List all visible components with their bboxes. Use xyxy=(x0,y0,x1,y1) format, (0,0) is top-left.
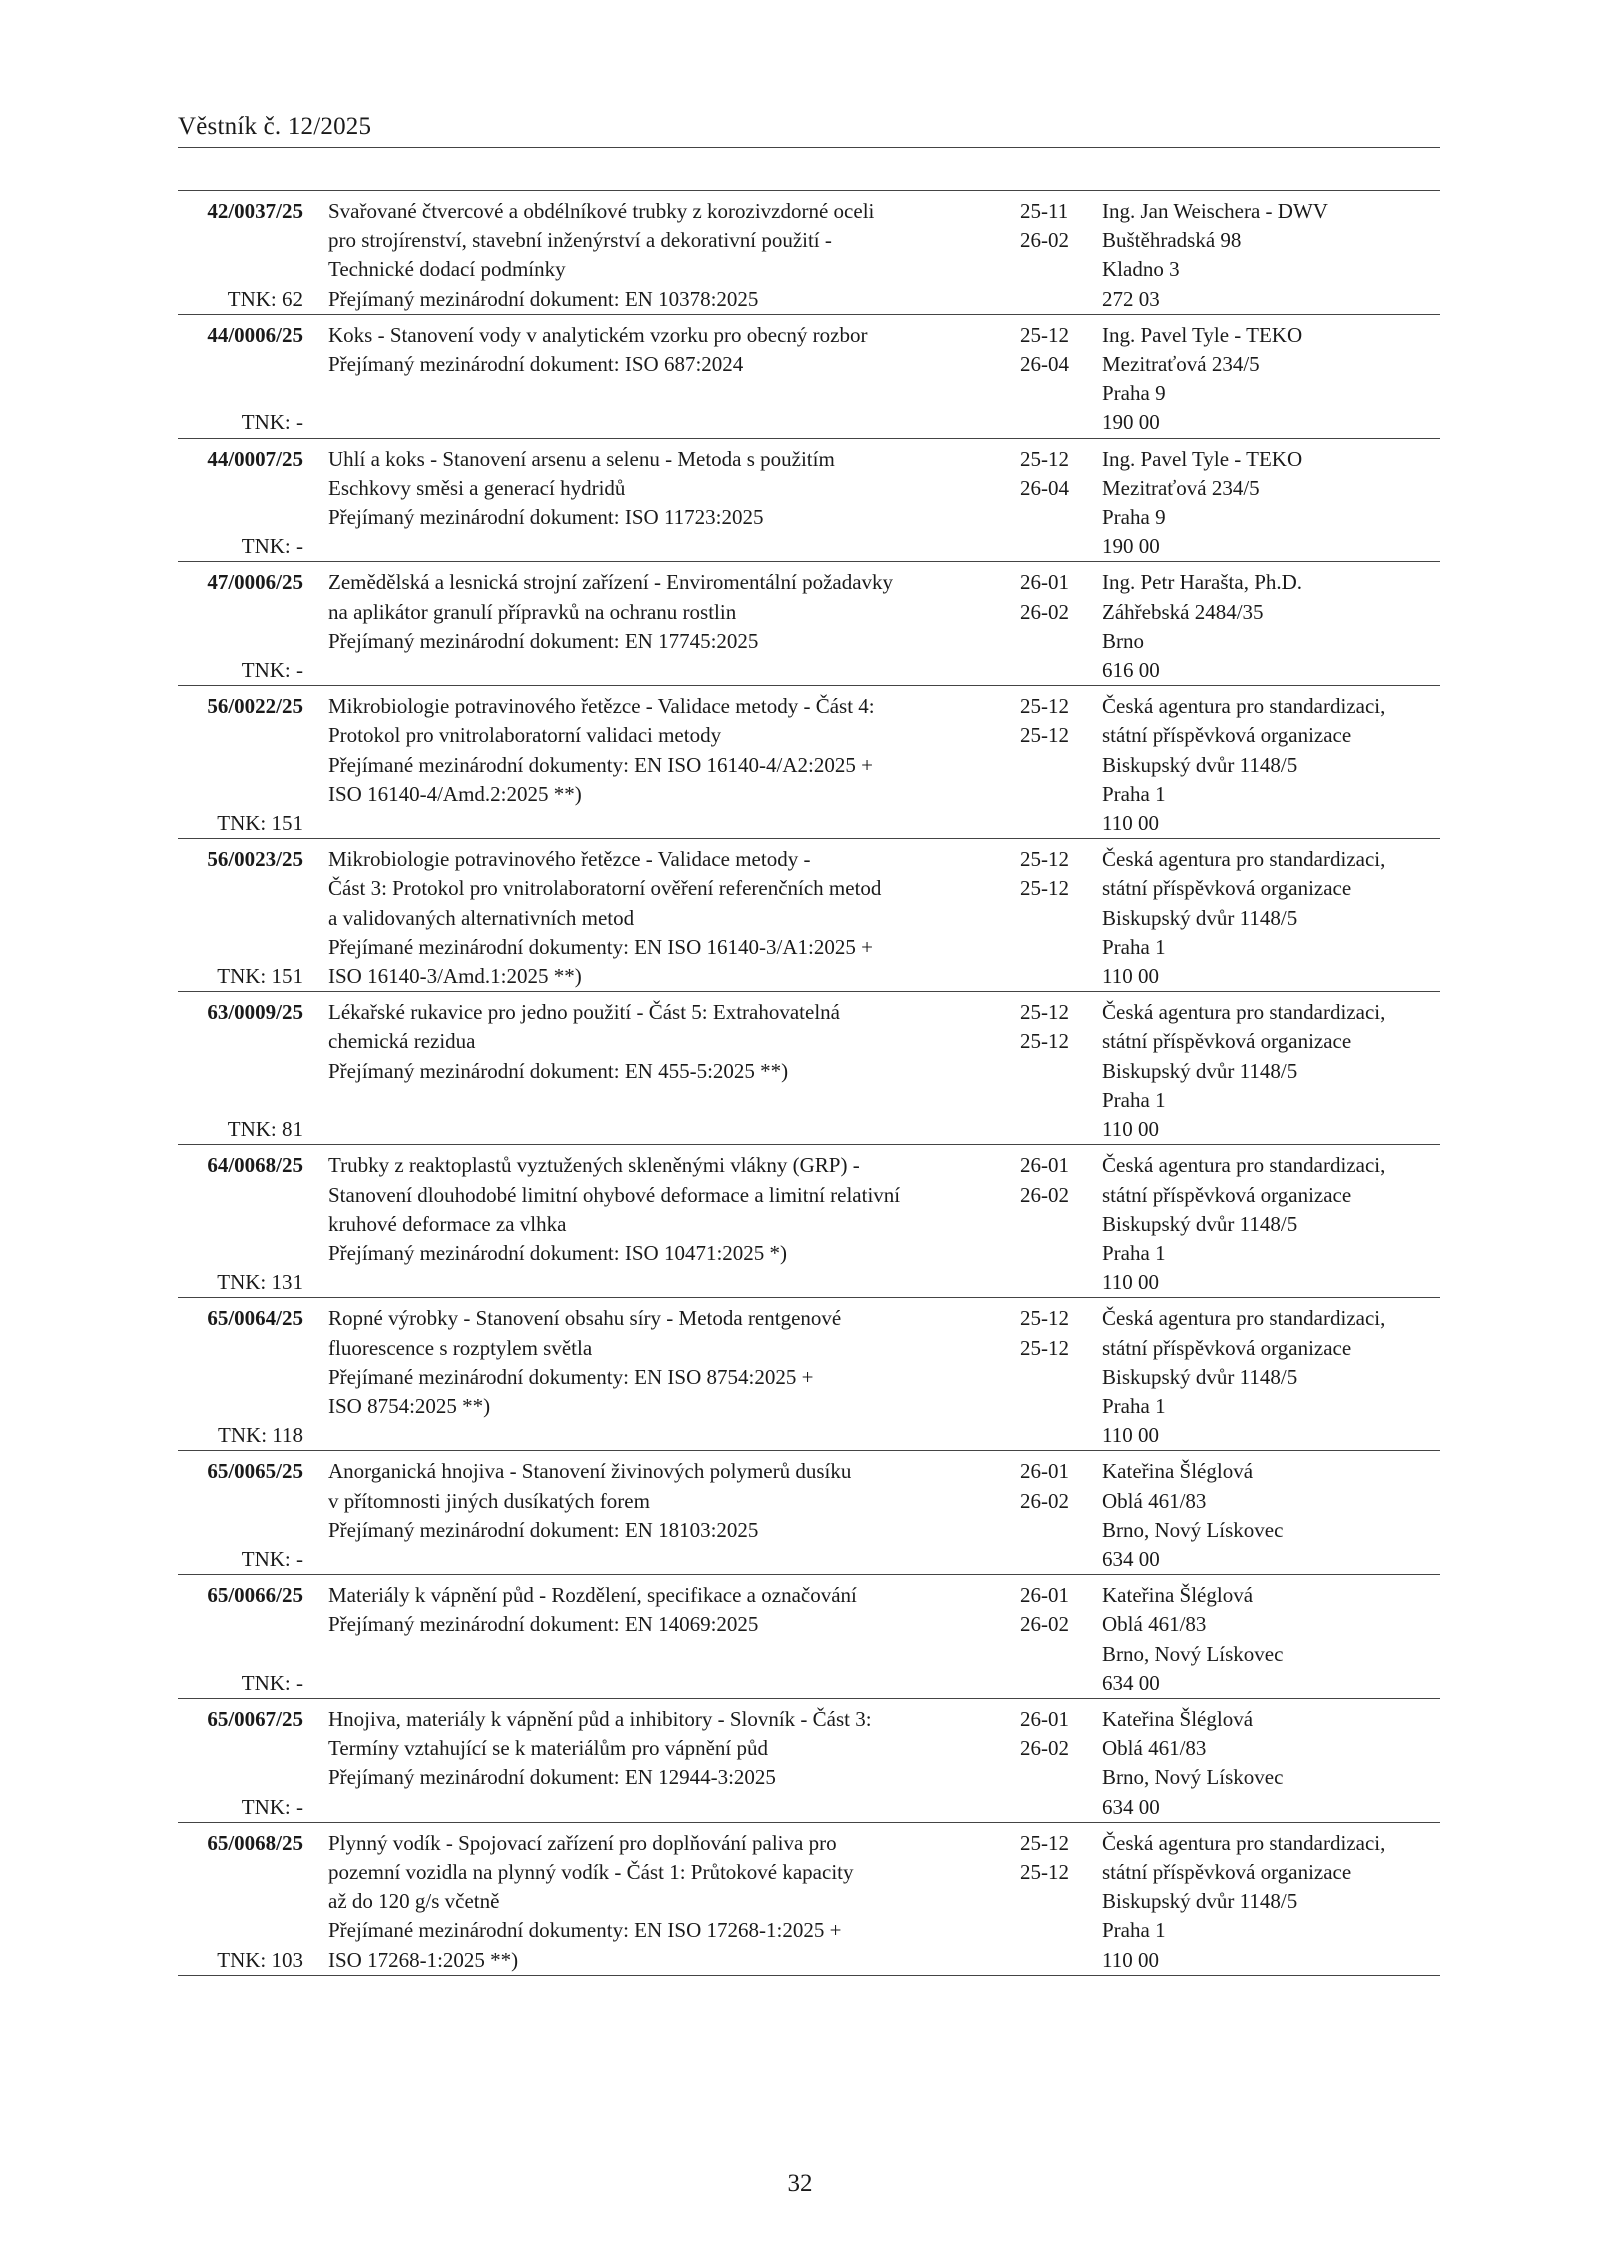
record-id: 65/0068/25 xyxy=(207,1830,303,1855)
date-value: 25-12 xyxy=(1020,694,1069,719)
title-line: Eschkovy směsi a generací hydridů xyxy=(328,475,626,500)
title-line: Přejímaný mezinárodní dokument: ISO 11723:2025 xyxy=(328,505,764,530)
date-value: 26-02 xyxy=(1020,228,1069,253)
contact-line: Kateřina Šléglová xyxy=(1102,1706,1254,1731)
tnk-label: TNK: - xyxy=(241,410,303,435)
title-line: Trubky z reaktoplastů vyztužených skleněnými vlákny (GRP) - xyxy=(328,1153,860,1178)
contact-line: Kateřina Šléglová xyxy=(1102,1583,1254,1608)
table-row xyxy=(178,562,1440,686)
contact-line: 634 00 xyxy=(1102,1670,1160,1695)
records-table xyxy=(178,190,1440,1976)
record-id: 65/0066/25 xyxy=(207,1583,303,1608)
record-id-column xyxy=(178,1304,303,1450)
title-line: Materiály k vápnění půd - Rozdělení, specifikace a označování xyxy=(328,1583,857,1608)
record-dates xyxy=(1020,692,1080,838)
contact-line: 634 00 xyxy=(1102,1546,1160,1571)
title-line: Svařované čtvercové a obdélníkové trubky z korozivzdorné oceli xyxy=(328,199,875,223)
record-title xyxy=(328,1829,1018,1975)
record-id-column xyxy=(178,1829,303,1975)
record-dates xyxy=(1020,1829,1080,1975)
contact-line: 190 00 xyxy=(1102,534,1160,559)
contact-line: Oblá 461/83 xyxy=(1102,1488,1207,1513)
record-dates xyxy=(1020,1304,1080,1450)
title-line: na aplikátor granulí přípravků na ochranu rostlin xyxy=(328,599,737,624)
title-line: ISO 16140-4/Amd.2:2025 **) xyxy=(328,781,582,806)
record-contact xyxy=(1102,445,1440,562)
date-value: 25-12 xyxy=(1020,322,1069,347)
record-title xyxy=(328,568,1018,685)
date-value: 26-02 xyxy=(1020,599,1069,624)
title-line: Přejímaný mezinárodní dokument: EN 14069:2025 xyxy=(328,1612,759,1637)
contact-line: Oblá 461/83 xyxy=(1102,1612,1207,1637)
contact-line: státní příspěvková organizace xyxy=(1102,723,1352,748)
record-id-column xyxy=(178,1457,303,1574)
table-row xyxy=(178,1699,1440,1823)
contact-line: státní příspěvková organizace xyxy=(1102,876,1352,901)
record-id: 42/0037/25 xyxy=(207,199,303,223)
record-contact xyxy=(1102,1151,1440,1297)
contact-line: 110 00 xyxy=(1102,964,1159,989)
contact-line: Mezitraťová 234/5 xyxy=(1102,352,1260,377)
title-line: kruhové deformace za vlhka xyxy=(328,1211,567,1236)
contact-line: 110 00 xyxy=(1102,811,1159,836)
record-id-column xyxy=(178,692,303,838)
tnk-label: TNK: 62 xyxy=(227,286,303,311)
date-value: 26-01 xyxy=(1020,1706,1069,1731)
title-line: Stanovení dlouhodobé limitní ohybové deformace a limitní relativní xyxy=(328,1182,901,1207)
title-line: pro strojírenství, stavební inženýrství a dekorativní použití - xyxy=(328,228,832,253)
contact-line: 634 00 xyxy=(1102,1794,1160,1819)
date-value: 25-12 xyxy=(1020,1830,1069,1855)
date-value: 26-04 xyxy=(1020,475,1069,500)
tnk-label: TNK: 118 xyxy=(218,1423,303,1448)
contact-line: Praha 1 xyxy=(1102,1087,1166,1112)
record-dates xyxy=(1020,1151,1080,1297)
tnk-label: TNK: - xyxy=(241,1794,303,1819)
record-dates xyxy=(1020,1457,1080,1574)
record-id-column xyxy=(178,321,303,438)
table-row xyxy=(178,1575,1440,1699)
date-value: 25-12 xyxy=(1020,1306,1069,1331)
contact-line: Biskupský dvůr 1148/5 xyxy=(1102,1889,1298,1914)
tnk-label: TNK: - xyxy=(241,534,303,559)
contact-line: Praha 1 xyxy=(1102,781,1166,806)
contact-line: Buštěhradská 98 xyxy=(1102,228,1242,253)
title-line: Přejímaný mezinárodní dokument: ISO 10471:2025 *) xyxy=(328,1240,788,1265)
date-value: 26-01 xyxy=(1020,570,1069,595)
date-value: 25-12 xyxy=(1020,446,1069,471)
title-line: Přejímaný mezinárodní dokument: EN 12944-3:2025 xyxy=(328,1765,776,1790)
date-value: 26-02 xyxy=(1020,1182,1069,1207)
title-line: Přejímaný mezinárodní dokument: ISO 687:2024 xyxy=(328,352,744,377)
title-line: Ropné výrobky - Stanovení obsahu síry - Metoda rentgenové xyxy=(328,1306,842,1331)
record-id: 44/0006/25 xyxy=(207,322,303,347)
record-title xyxy=(328,321,1018,438)
contact-line: Biskupský dvůr 1148/5 xyxy=(1102,1364,1298,1389)
record-contact xyxy=(1102,1304,1440,1450)
contact-line: Brno xyxy=(1102,628,1144,653)
record-id-column xyxy=(178,1151,303,1297)
record-id: 47/0006/25 xyxy=(207,570,303,595)
date-value: 25-11 xyxy=(1020,199,1069,223)
contact-line: státní příspěvková organizace xyxy=(1102,1335,1352,1360)
page-header xyxy=(178,113,1440,148)
record-contact xyxy=(1102,568,1440,685)
title-line: Anorganická hnojiva - Stanovení živinových polymerů dusíku xyxy=(328,1459,852,1484)
contact-line: Praha 9 xyxy=(1102,505,1166,530)
date-value: 25-12 xyxy=(1020,876,1069,901)
contact-line: 110 00 xyxy=(1102,1117,1159,1142)
record-id-column xyxy=(178,197,303,314)
record-id-column xyxy=(178,445,303,562)
contact-line: Praha 1 xyxy=(1102,1240,1166,1265)
title-line: ISO 17268-1:2025 **) xyxy=(328,1947,519,1972)
record-dates xyxy=(1020,998,1080,1144)
record-dates xyxy=(1020,321,1080,438)
title-line: Hnojiva, materiály k vápnění půd a inhibitory - Slovník - Část 3: xyxy=(328,1706,872,1731)
tnk-label: TNK: - xyxy=(241,1546,303,1571)
record-contact xyxy=(1102,998,1440,1144)
date-value: 26-01 xyxy=(1020,1583,1069,1608)
date-value: 25-12 xyxy=(1020,1859,1069,1884)
title-line: chemická rezidua xyxy=(328,1029,476,1054)
table-row xyxy=(178,992,1440,1145)
title-line: Termíny vztahující se k materiálům pro vápnění půd xyxy=(328,1736,768,1761)
title-line: Přejímaný mezinárodní dokument: EN 455-5:2025 **) xyxy=(328,1058,789,1083)
contact-line: 110 00 xyxy=(1102,1947,1159,1972)
title-line: Přejímané mezinárodní dokumenty: EN ISO 16140-4/A2:2025 + xyxy=(328,752,873,777)
title-line: Koks - Stanovení vody v analytickém vzorku pro obecný rozbor xyxy=(328,322,868,347)
record-id: 64/0068/25 xyxy=(207,1153,303,1178)
contact-line: Kladno 3 xyxy=(1102,257,1180,282)
tnk-label: TNK: - xyxy=(241,1670,303,1695)
record-title xyxy=(328,845,1018,991)
contact-line: 110 00 xyxy=(1102,1423,1159,1448)
title-line: Přejímaný mezinárodní dokument: EN 17745:2025 xyxy=(328,628,759,653)
record-id: 65/0065/25 xyxy=(207,1459,303,1484)
contact-line: Česká agentura pro standardizaci, xyxy=(1102,847,1386,872)
title-line: Přejímané mezinárodní dokumenty: EN ISO 17268-1:2025 + xyxy=(328,1918,842,1943)
contact-line: Česká agentura pro standardizaci, xyxy=(1102,1306,1386,1331)
contact-line: Brno, Nový Lískovec xyxy=(1102,1765,1284,1790)
title-line: Mikrobiologie potravinového řetězce - Validace metody - Část 4: xyxy=(328,694,875,719)
date-value: 25-12 xyxy=(1020,1335,1069,1360)
record-title xyxy=(328,1581,1018,1698)
date-value: 26-04 xyxy=(1020,352,1069,377)
date-value: 26-02 xyxy=(1020,1488,1069,1513)
record-dates xyxy=(1020,1705,1080,1822)
contact-line: Biskupský dvůr 1148/5 xyxy=(1102,1058,1298,1083)
page-number: 32 xyxy=(787,2170,813,2197)
tnk-label: TNK: 151 xyxy=(217,811,303,836)
record-id: 56/0023/25 xyxy=(207,847,303,872)
contact-line: státní příspěvková organizace xyxy=(1102,1029,1352,1054)
record-dates xyxy=(1020,445,1080,562)
contact-line: 616 00 xyxy=(1102,658,1160,683)
record-id: 65/0064/25 xyxy=(207,1306,303,1331)
date-value: 25-12 xyxy=(1020,847,1069,872)
table-row xyxy=(178,1145,1440,1298)
record-id-column xyxy=(178,1705,303,1822)
contact-line: 272 03 xyxy=(1102,286,1160,311)
date-value: 25-12 xyxy=(1020,723,1069,748)
record-title xyxy=(328,1457,1018,1574)
title-line: Přejímané mezinárodní dokumenty: EN ISO 16140-3/A1:2025 + xyxy=(328,934,873,959)
date-value: 26-02 xyxy=(1020,1612,1069,1637)
contact-line: Mezitraťová 234/5 xyxy=(1102,475,1260,500)
date-value: 26-01 xyxy=(1020,1459,1069,1484)
date-value: 26-01 xyxy=(1020,1153,1069,1178)
contact-line: Brno, Nový Lískovec xyxy=(1102,1641,1284,1666)
record-id: 56/0022/25 xyxy=(207,694,303,719)
table-row xyxy=(178,315,1440,439)
tnk-label: TNK: 131 xyxy=(217,1270,303,1295)
title-line: Mikrobiologie potravinového řetězce - Validace metody - xyxy=(328,847,811,872)
contact-line: Ing. Pavel Tyle - TEKO xyxy=(1102,322,1303,347)
tnk-label: TNK: 151 xyxy=(217,964,303,989)
title-line: až do 120 g/s včetně xyxy=(328,1889,500,1914)
record-title xyxy=(328,445,1018,562)
contact-line: Ing. Petr Harašta, Ph.D. xyxy=(1102,570,1303,595)
table-row xyxy=(178,839,1440,992)
date-value: 26-02 xyxy=(1020,1736,1069,1761)
record-id-column xyxy=(178,998,303,1144)
contact-line: Česká agentura pro standardizaci, xyxy=(1102,694,1386,719)
contact-line: Biskupský dvůr 1148/5 xyxy=(1102,752,1298,777)
record-dates xyxy=(1020,1581,1080,1698)
title-line: a validovaných alternativních metod xyxy=(328,905,635,930)
title-line: Protokol pro vnitrolaboratorní validaci metody xyxy=(328,723,722,748)
tnk-label: TNK: - xyxy=(241,658,303,683)
tnk-label: TNK: 81 xyxy=(227,1117,303,1142)
date-value: 25-12 xyxy=(1020,1000,1069,1025)
contact-line: 190 00 xyxy=(1102,410,1160,435)
record-contact xyxy=(1102,1581,1440,1698)
record-id-column xyxy=(178,568,303,685)
record-id: 44/0007/25 xyxy=(207,446,303,471)
record-title xyxy=(328,1705,1018,1822)
contact-line: státní příspěvková organizace xyxy=(1102,1859,1352,1884)
title-line: fluorescence s rozptylem světla xyxy=(328,1335,593,1360)
record-contact xyxy=(1102,321,1440,438)
table-row xyxy=(178,191,1440,315)
record-dates xyxy=(1020,568,1080,685)
contact-line: Česká agentura pro standardizaci, xyxy=(1102,1153,1386,1178)
date-value: 25-12 xyxy=(1020,1029,1069,1054)
record-title xyxy=(328,197,1018,314)
record-contact xyxy=(1102,692,1440,838)
table-row xyxy=(178,439,1440,563)
title-line: Přejímaný mezinárodní dokument: EN 18103:2025 xyxy=(328,1517,759,1542)
contact-line: Záhřebská 2484/35 xyxy=(1102,599,1264,624)
contact-line: Ing. Jan Weischera - DWV xyxy=(1102,199,1328,223)
title-line: ISO 16140-3/Amd.1:2025 **) xyxy=(328,964,582,989)
record-title xyxy=(328,1304,1018,1450)
record-contact xyxy=(1102,197,1440,314)
title-line: Technické dodací podmínky xyxy=(328,257,566,282)
contact-line: Praha 1 xyxy=(1102,934,1166,959)
title-line: pozemní vozidla na plynný vodík - Část 1: Průtokové kapacity xyxy=(328,1859,854,1884)
table-row xyxy=(178,1298,1440,1451)
record-contact xyxy=(1102,845,1440,991)
contact-line: Praha 1 xyxy=(1102,1393,1166,1418)
contact-line: státní příspěvková organizace xyxy=(1102,1182,1352,1207)
contact-line: Biskupský dvůr 1148/5 xyxy=(1102,905,1298,930)
title-line: Lékařské rukavice pro jedno použití - Část 5: Extrahovatelná xyxy=(328,1000,840,1025)
record-id-column xyxy=(178,1581,303,1698)
contact-line: Biskupský dvůr 1148/5 xyxy=(1102,1211,1298,1236)
contact-line: Brno, Nový Lískovec xyxy=(1102,1517,1284,1542)
record-title xyxy=(328,1151,1018,1297)
contact-line: Kateřina Šléglová xyxy=(1102,1459,1254,1484)
table-row xyxy=(178,686,1440,839)
contact-line: Česká agentura pro standardizaci, xyxy=(1102,1000,1386,1025)
tnk-label: TNK: 103 xyxy=(217,1947,303,1972)
record-id: 65/0067/25 xyxy=(207,1706,303,1731)
bulletin-title: Věstník č. 12/2025 xyxy=(178,113,372,140)
record-title xyxy=(328,692,1018,838)
record-title xyxy=(328,998,1018,1144)
title-line: v přítomnosti jiných dusíkatých forem xyxy=(328,1488,650,1513)
title-line: Část 3: Protokol pro vnitrolaboratorní ověření referenčních metod xyxy=(328,876,882,901)
title-line: Přejímaný mezinárodní dokument: EN 10378:2025 xyxy=(328,286,759,311)
record-id: 63/0009/25 xyxy=(207,1000,303,1025)
contact-line: Ing. Pavel Tyle - TEKO xyxy=(1102,446,1303,471)
contact-line: Oblá 461/83 xyxy=(1102,1736,1207,1761)
title-line: ISO 8754:2025 **) xyxy=(328,1393,491,1418)
title-line: Zemědělská a lesnická strojní zařízení - Enviromentální požadavky xyxy=(328,570,894,595)
title-line: Přejímané mezinárodní dokumenty: EN ISO 8754:2025 + xyxy=(328,1364,814,1389)
table-row xyxy=(178,1451,1440,1575)
contact-line: Praha 9 xyxy=(1102,381,1166,406)
contact-line: Česká agentura pro standardizaci, xyxy=(1102,1830,1386,1855)
title-line: Plynný vodík - Spojovací zařízení pro doplňování paliva pro xyxy=(328,1830,837,1855)
contact-line: Praha 1 xyxy=(1102,1918,1166,1943)
record-dates xyxy=(1020,845,1080,991)
record-contact xyxy=(1102,1457,1440,1574)
record-dates xyxy=(1020,197,1080,314)
record-contact xyxy=(1102,1829,1440,1975)
record-contact xyxy=(1102,1705,1440,1822)
contact-line: 110 00 xyxy=(1102,1270,1159,1295)
title-line: Uhlí a koks - Stanovení arsenu a selenu - Metoda s použitím xyxy=(328,446,835,471)
table-row xyxy=(178,1823,1440,1976)
record-id-column xyxy=(178,845,303,991)
